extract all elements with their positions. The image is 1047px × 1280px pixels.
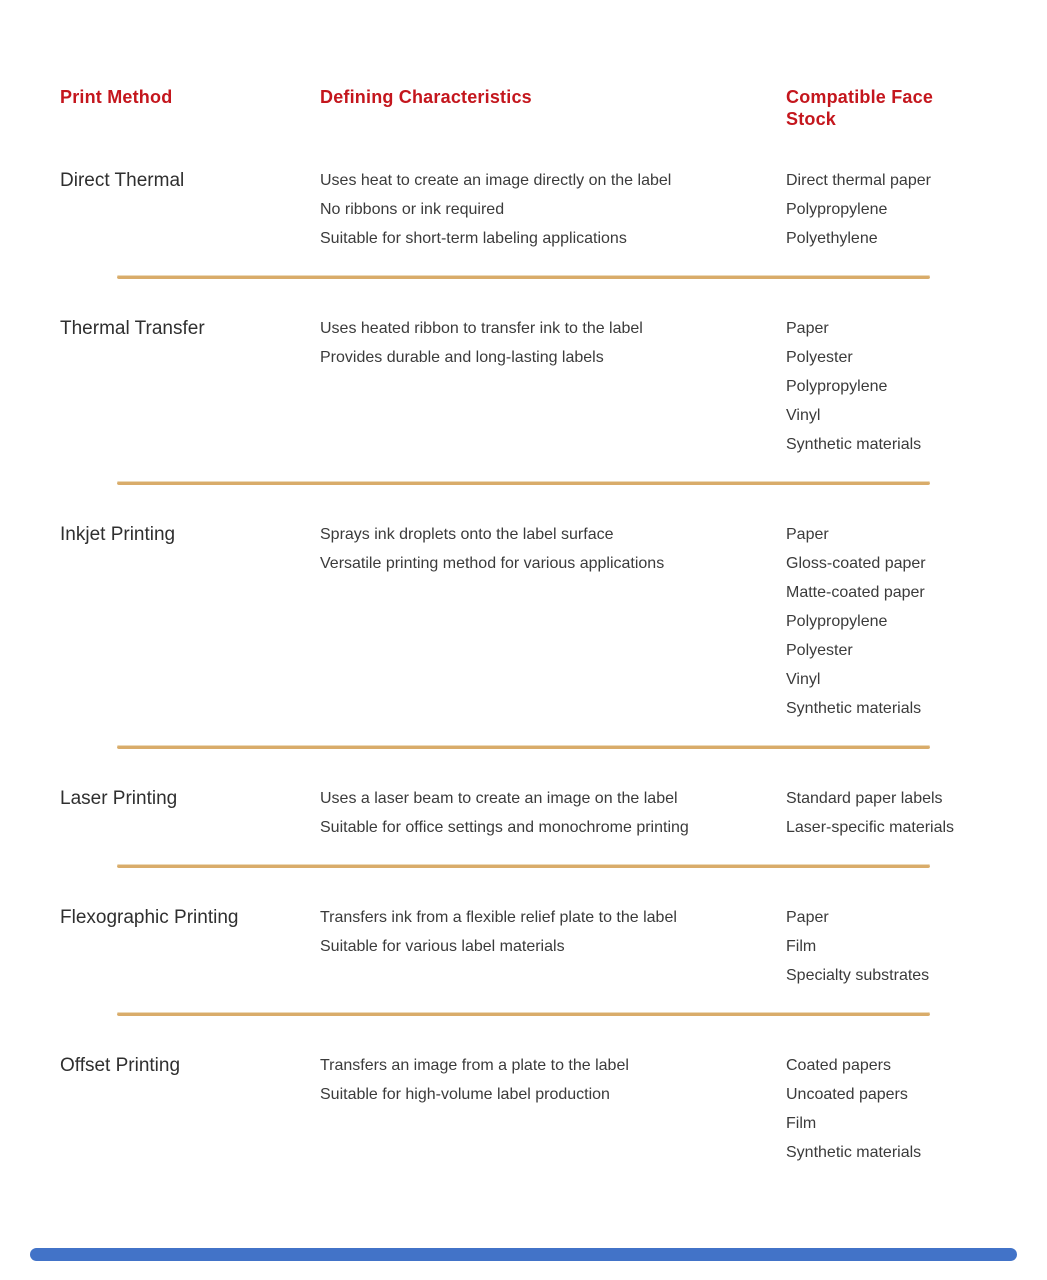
characteristic-line: Transfers an image from a plate to the label xyxy=(320,1057,629,1074)
characteristic-line: Uses heat to create an image directly on the label xyxy=(320,172,672,189)
face-stock-line: Vinyl xyxy=(786,407,821,424)
characteristic-line: Provides durable and long-lasting labels xyxy=(320,349,604,366)
face-stock-line: Polyester xyxy=(786,642,853,659)
column-header-defining-characteristics: Defining Characteristics xyxy=(320,87,532,107)
print-method-name: Direct Thermal xyxy=(60,170,185,191)
characteristic-line: Suitable for various label materials xyxy=(320,938,565,955)
characteristic-line: Uses a laser beam to create an image on the label xyxy=(320,790,678,807)
row-divider xyxy=(117,745,930,749)
table-row-group xyxy=(60,903,987,1016)
table-row-group xyxy=(60,520,987,749)
face-stock-line: Polypropylene xyxy=(786,201,888,218)
characteristic-line: Uses heated ribbon to transfer ink to the label xyxy=(320,320,643,337)
column-header-print-method: Print Method xyxy=(60,87,173,107)
defining-characteristics-list xyxy=(320,314,786,459)
print-method-name: Offset Printing xyxy=(60,1055,181,1076)
table-row-group xyxy=(60,1051,987,1167)
table-body xyxy=(60,166,987,1167)
characteristic-line: No ribbons or ink required xyxy=(320,201,505,218)
characteristic-line: Suitable for high-volume label production xyxy=(320,1086,610,1103)
face-stock-list xyxy=(786,166,987,253)
face-stock-line: Polyester xyxy=(786,349,853,366)
face-stock-list xyxy=(786,903,987,990)
face-stock-line: Laser-specific materials xyxy=(786,819,955,836)
face-stock-line: Paper xyxy=(786,320,829,337)
print-method-name: Inkjet Printing xyxy=(60,524,176,545)
characteristic-line: Suitable for office settings and monochrome printing xyxy=(320,819,689,836)
face-stock-line: Direct thermal paper xyxy=(786,172,931,189)
defining-characteristics-list xyxy=(320,903,786,990)
face-stock-line: Paper xyxy=(786,909,829,926)
face-stock-line: Synthetic materials xyxy=(786,436,922,453)
print-method-name: Flexographic Printing xyxy=(60,907,239,928)
face-stock-line: Polypropylene xyxy=(786,378,888,395)
table-row-group xyxy=(60,784,987,868)
face-stock-line: Paper xyxy=(786,526,829,543)
defining-characteristics-list xyxy=(320,520,786,723)
characteristic-line: Transfers ink from a flexible relief plate to the label xyxy=(320,909,677,926)
table-row-group xyxy=(60,314,987,485)
defining-characteristics-list xyxy=(320,784,786,842)
horizontal-scrollbar-thumb[interactable] xyxy=(30,1248,1017,1261)
defining-characteristics-list xyxy=(320,166,786,253)
face-stock-list xyxy=(786,1051,987,1167)
print-method-name: Thermal Transfer xyxy=(60,318,205,339)
characteristic-line: Suitable for short-term labeling applications xyxy=(320,230,627,247)
face-stock-list xyxy=(786,520,987,723)
face-stock-line: Specialty substrates xyxy=(786,967,930,984)
row-divider xyxy=(117,864,930,868)
face-stock-line: Standard paper labels xyxy=(786,790,943,807)
row-divider xyxy=(117,275,930,279)
face-stock-line: Vinyl xyxy=(786,671,821,688)
characteristic-line: Sprays ink droplets onto the label surface xyxy=(320,526,614,543)
face-stock-line: Film xyxy=(786,938,817,955)
face-stock-line: Uncoated papers xyxy=(786,1086,908,1103)
column-header-compatible-face-stock: Compatible Face Stock xyxy=(786,87,934,129)
face-stock-line: Film xyxy=(786,1115,817,1132)
face-stock-line: Synthetic materials xyxy=(786,700,922,717)
face-stock-list xyxy=(786,784,987,842)
face-stock-line: Gloss-coated paper xyxy=(786,555,926,572)
face-stock-line: Polypropylene xyxy=(786,613,888,630)
face-stock-line: Coated papers xyxy=(786,1057,891,1074)
characteristic-line: Versatile printing method for various applications xyxy=(320,555,665,572)
table-row-group xyxy=(60,166,987,279)
face-stock-line: Polyethylene xyxy=(786,230,878,247)
face-stock-line: Matte-coated paper xyxy=(786,584,925,601)
defining-characteristics-list xyxy=(320,1051,786,1167)
table-header-row xyxy=(60,0,987,130)
print-method-name: Laser Printing xyxy=(60,788,178,809)
row-divider xyxy=(117,481,930,485)
row-divider xyxy=(117,1012,930,1016)
face-stock-line: Synthetic materials xyxy=(786,1144,922,1161)
face-stock-list xyxy=(786,314,987,459)
